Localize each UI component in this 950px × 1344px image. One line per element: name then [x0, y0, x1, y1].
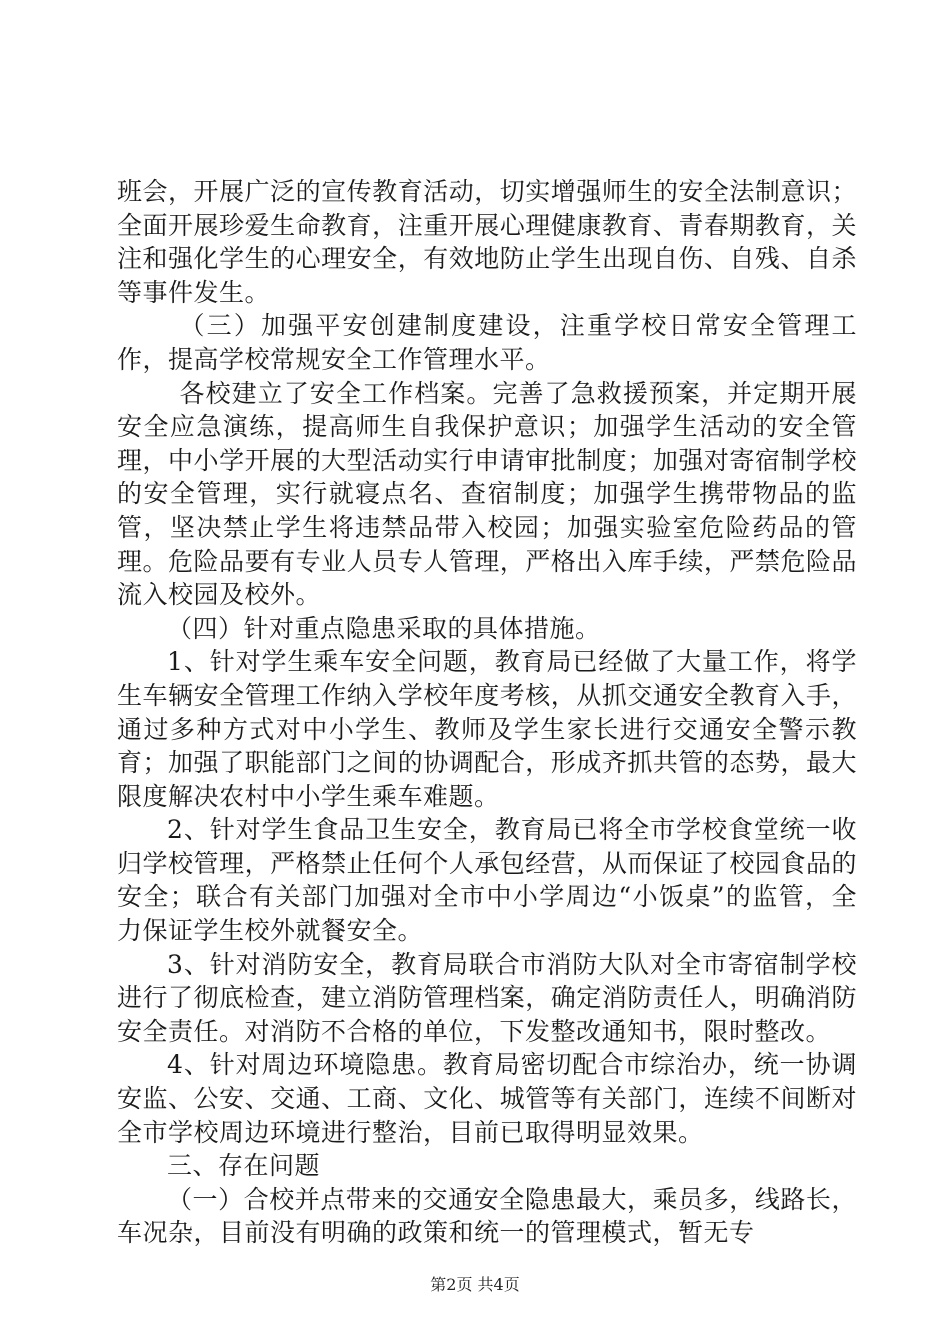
body-text [117, 175, 857, 1250]
paragraph-2: （三）加强平安创建制度建设，注重学校日常安全管理工作，提高学校常规安全工作管理水平。 [117, 311, 857, 374]
paragraph-3: 各校建立了安全工作档案。完善了急救援预案，并定期开展安全应急演练，提高师生自我保护意识；加强学生活动的安全管理，中小学开展的大型活动实行申请审批制度；加强对寄宿制学校的安全管理，实行就寝点名、查宿制度；加强学生携带物品的监管，坚决禁止学生将违禁品带入校园；加强实验室危险药品的管理。危险品要有专业人员专人管理，严格出入库手续，严禁危险品流入校园及校外。 [117, 378, 857, 610]
paragraph-4: （四）针对重点隐患采取的具体措施。 [167, 613, 601, 643]
paragraph-6: 2、针对学生食品卫生安全，教育局已将全市学校食堂统一收归学校管理，严格禁止任何个人承包经营，从而保证了校园食品的安全；联合有关部门加强对全市中小学周边“小饭桌”的监管，全力保证学生校外就餐安全。 [117, 815, 857, 946]
section-heading: 三、存在问题 [167, 1151, 321, 1181]
paragraph-1: 班会，开展广泛的宣传教育活动，切实增强师生的安全法制意识；全面开展珍爱生命教育，注重开展心理健康教育、青春期教育，关注和强化学生的心理安全，有效地防止学生出现自伤、自残、自杀等事件发生。 [117, 177, 857, 307]
page-footer [0, 1275, 950, 1295]
paragraph-7: 3、针对消防安全，教育局联合市消防大队对全市寄宿制学校进行了彻底检查，建立消防管理档案，确定消防责任人，明确消防安全责任。对消防不合格的单位，下发整改通知书，限时整改。 [117, 949, 857, 1046]
paragraph-8: 4、针对周边环境隐患。教育局密切配合市综治办，统一协调安监、公安、交通、工商、文化、城管等有关部门，连续不间断对全市学校周边环境进行整治，目前已取得明显效果。 [117, 1050, 857, 1147]
page-number: 第2页 共4页 [430, 1275, 520, 1294]
paragraph-10: （一）合校并点带来的交通安全隐患最大，乘员多，线路长，车况杂，目前没有明确的政策和统一的管理模式，暂无专 [117, 1184, 857, 1248]
paragraph-5: 1、针对学生乘车安全问题，教育局已经做了大量工作，将学生车辆安全管理工作纳入学校年度考核，从抓交通安全教育入手，通过多种方式对中小学生、教师及学生家长进行交通安全警示教育；加强了职能部门之间的协调配合，形成齐抓共管的态势，最大限度解决农村中小学生乘车难题。 [117, 647, 857, 811]
